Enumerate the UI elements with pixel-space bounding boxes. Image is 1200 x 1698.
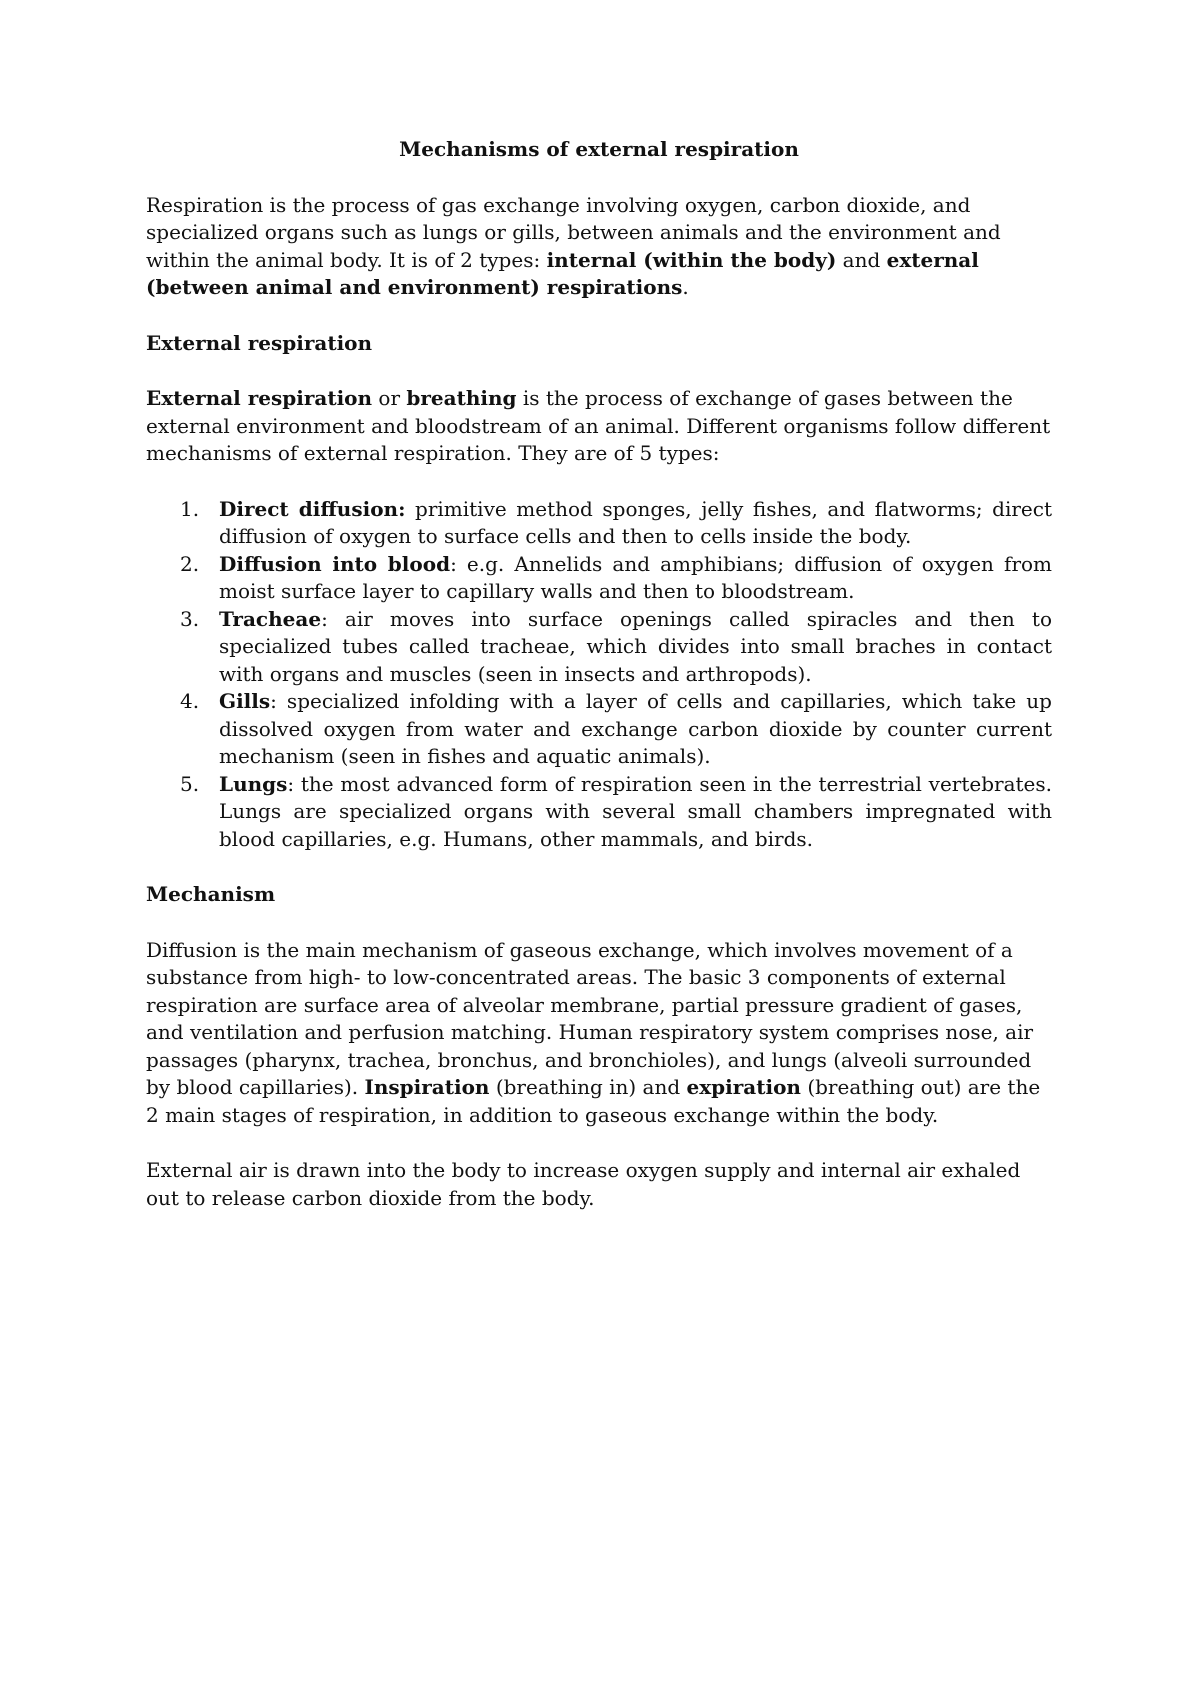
list-term: Gills [219,689,271,713]
document-content [146,136,1052,1240]
mechanism-paragraph [146,937,1052,1130]
closing-paragraph: External air is drawn into the body to increase oxygen supply and internal air exhaled out to release carbon dioxide from the body. [146,1158,1021,1210]
list-number: 4. [180,689,200,713]
respiration-types-list [146,496,1052,854]
bold-expiration: expiration [686,1075,801,1099]
intro-text-1: Respiration is the process of gas exchange involving oxygen, carbon dioxide, and specialized organs such as lungs or gills, between animals and the environment and within the animal body. It is of 2 types: [146,192,1001,272]
list-term: Tracheae [219,606,322,631]
heading-external-respiration: External respiration [146,330,373,355]
mechanism-text-1: Diffusion is the main mechanism of gaseous exchange, which involves movement of a substance from high- to low-concentrated areas. The basic 3 components of external respiration are surface area of alveolar membrane, partial pressure gradient of gases, and ventilation and perfusion matching. Human respiratory system comprises nose, air passages (pharynx, trachea, bronchus, and bronchioles), and lungs (alveoli surrounded by blood capillaries). [146,937,1034,1099]
list-text: : specialized infolding with a layer of cells and capillaries, which take up dissolved oxygen from water and exchange carbon dioxide by counter current mechanism (seen in fishes and aquatic animals). [219,689,1052,768]
bold-external-respiration: External respiration [146,386,373,410]
bold-inspiration: Inspiration [364,1075,490,1099]
list-text: : air moves into surface openings called spiracles and then to specialized tubes called tracheae, which divides into small braches in contact with organs and muscles (seen in insects and arthropods). [219,606,1052,686]
intro-bold-external: external (between animal and environment) respirations [146,247,979,299]
external-respiration-paragraph [146,385,1052,468]
heading-mechanism: Mechanism [146,882,276,906]
document-title: Mechanisms of external respiration [399,137,799,161]
bold-breathing: breathing [406,386,517,410]
list-number: 2. [180,551,200,576]
list-text: : e.g. Annelids and amphibians; diffusion of oxygen from moist surface layer to capillary walls and then to bloodstream. [219,551,1053,603]
list-item [146,551,1052,606]
intro-text-3: . [682,275,689,299]
list-number: 5. [180,771,200,796]
list-item [146,606,1052,689]
mechanism-text-2: (breathing in) and [489,1075,687,1099]
list-item [146,496,1052,551]
intro-bold-internal: internal (within the body) [546,247,837,272]
list-term: Direct diffusion: [219,496,406,521]
external-text-2: is the process of exchange of gases between the external environment and bloodstream of an animal. Different organisms follow different mechanisms of external respiration. They are of 5 types: [146,386,1051,465]
list-number: 3. [180,606,200,631]
mechanism-text-3: (breathing out) are the 2 main stages of respiration, in addition to gaseous exchange within the body. [146,1075,1041,1127]
list-number: 1. [180,496,200,521]
intro-text-2: and [836,247,887,272]
external-text-1: or [372,386,407,410]
list-text: primitive method sponges, jelly fishes, and flatworms; direct diffusion of oxygen to surface cells and then to cells inside the body. [219,496,1052,548]
list-term: Lungs [219,771,288,796]
list-item [146,688,1052,771]
list-item [146,771,1052,854]
intro-paragraph [146,192,1052,302]
list-text: : the most advanced form of respiration seen in the terrestrial vertebrates. Lungs are specialized organs with several small chambers impregnated with blood capillaries, e.g. Humans, other mammals, and birds. [219,771,1052,851]
list-term: Diffusion into blood [219,551,451,576]
